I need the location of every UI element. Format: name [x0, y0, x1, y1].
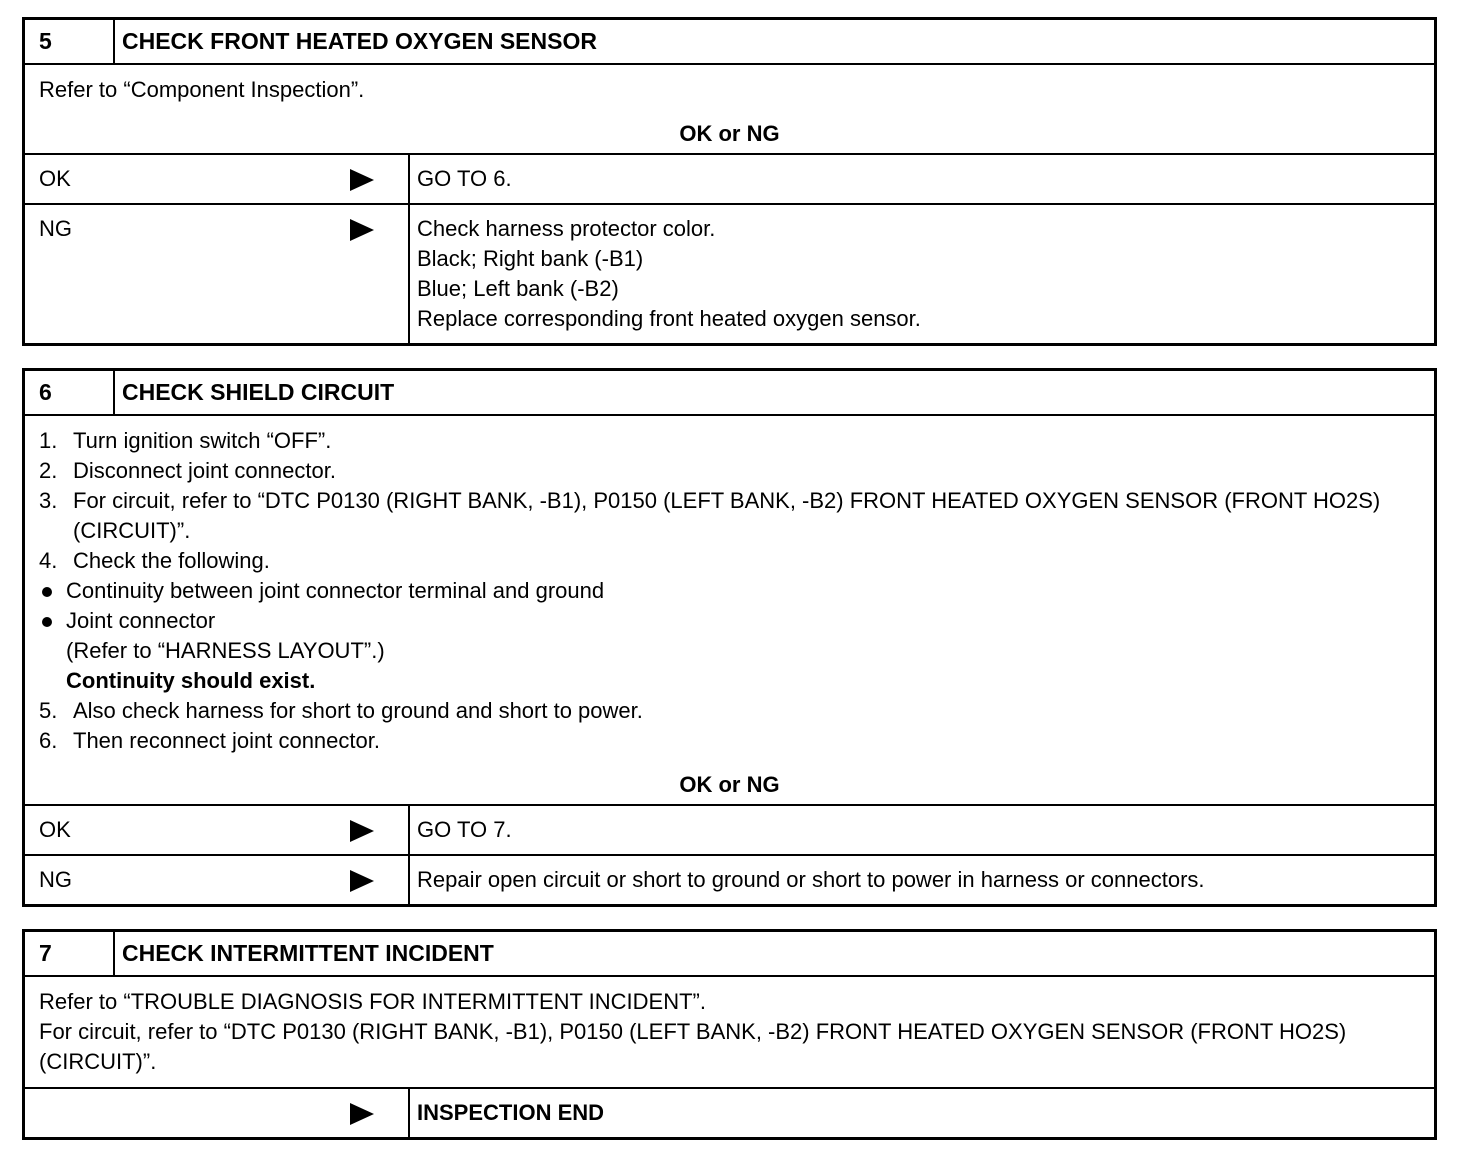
ok-action: GO TO 6.	[417, 166, 512, 191]
result-cell	[25, 205, 410, 343]
ng-label: NG	[39, 867, 72, 892]
ng-action-line: Check harness protector color.	[417, 216, 716, 241]
ng-action-line: Replace corresponding front heated oxygen sensor.	[417, 306, 921, 331]
ng-action-line: Black; Right bank (-B1)	[417, 246, 644, 271]
list-item	[39, 426, 1420, 456]
ok-row	[25, 155, 1434, 205]
item-text: Then reconnect joint connector.	[73, 728, 380, 753]
list-item	[39, 456, 1420, 486]
ng-action: Repair open circuit or short to ground or short to power in harness or connectors.	[417, 867, 1205, 892]
step-5-instructions	[25, 65, 1434, 155]
arrow-right-icon	[350, 870, 374, 892]
step-7-block	[22, 929, 1437, 1140]
item-text: Check the following.	[73, 548, 270, 573]
step-5-header	[25, 20, 1434, 65]
result-cell	[25, 856, 410, 904]
arrow-right-icon	[350, 169, 374, 191]
step-title: CHECK INTERMITTENT INCIDENT	[122, 940, 494, 966]
item-text: Turn ignition switch “OFF”.	[73, 428, 332, 453]
item-number: 4.	[39, 548, 58, 573]
inspection-end-label: INSPECTION END	[417, 1100, 605, 1125]
step-number: 6	[25, 371, 115, 414]
ok-label: OK	[39, 166, 71, 191]
ok-or-ng-label: OK or NG	[679, 121, 780, 146]
instruction-line: Refer to “Component Inspection”.	[39, 77, 365, 102]
item-number: 6.	[39, 728, 58, 753]
list-item	[39, 486, 1420, 546]
bullet-icon	[42, 617, 52, 627]
step-6-block	[22, 368, 1437, 907]
item-number: 1.	[39, 428, 58, 453]
item-text: Disconnect joint connector.	[73, 458, 336, 483]
ok-row	[25, 806, 1434, 856]
refer-note: (Refer to “HARNESS LAYOUT”.)	[66, 638, 385, 663]
step-title: CHECK SHIELD CIRCUIT	[122, 379, 395, 405]
end-row	[25, 1089, 1434, 1137]
arrow-right-icon	[350, 1103, 374, 1125]
step-6-instructions	[25, 416, 1434, 806]
arrow-right-icon	[350, 820, 374, 842]
step-7-header	[25, 932, 1434, 977]
result-cell	[25, 806, 410, 854]
bullet-item	[39, 606, 1420, 636]
item-text: Also check harness for short to ground and short to power.	[73, 698, 643, 723]
ok-or-ng-label: OK or NG	[679, 772, 780, 797]
instruction-line: For circuit, refer to “DTC P0130 (RIGHT BANK, -B1), P0150 (LEFT BANK, -B2) FRONT HEATED OXYGEN SENSOR (FRONT HO2S) (CIRCUIT)”.	[39, 1019, 1347, 1074]
bullet-icon	[42, 587, 52, 597]
ng-row	[25, 856, 1434, 904]
step-5-block	[22, 17, 1437, 346]
ng-action-line: Blue; Left bank (-B2)	[417, 276, 619, 301]
ng-row	[25, 205, 1434, 343]
ok-label: OK	[39, 817, 71, 842]
list-item	[39, 726, 1420, 756]
item-number: 5.	[39, 698, 58, 723]
result-cell	[25, 1089, 410, 1137]
ok-action: GO TO 7.	[417, 817, 512, 842]
list-item	[39, 696, 1420, 726]
step-title: CHECK FRONT HEATED OXYGEN SENSOR	[122, 28, 597, 54]
result-cell	[25, 155, 410, 203]
bullet-text: Joint connector	[66, 608, 216, 633]
item-number: 3.	[39, 488, 58, 513]
step-number: 5	[25, 20, 115, 63]
step-number: 7	[25, 932, 115, 975]
arrow-right-icon	[350, 219, 374, 241]
ng-action	[410, 205, 1434, 343]
numbered-steps	[39, 696, 1420, 756]
bullet-item	[39, 576, 1420, 606]
step-7-instructions	[25, 977, 1434, 1089]
item-number: 2.	[39, 458, 58, 483]
step-6-header	[25, 371, 1434, 416]
numbered-steps	[39, 426, 1420, 576]
instruction-line: Refer to “TROUBLE DIAGNOSIS FOR INTERMITTENT INCIDENT”.	[39, 989, 706, 1014]
bullet-text: Continuity between joint connector terminal and ground	[66, 578, 605, 603]
ng-label: NG	[39, 216, 72, 241]
continuity-note: Continuity should exist.	[66, 668, 316, 693]
item-text: For circuit, refer to “DTC P0130 (RIGHT BANK, -B1), P0150 (LEFT BANK, -B2) FRONT HEATED OXYGEN SENSOR (FRONT HO2S) (CIRCUIT)”.	[73, 488, 1381, 543]
list-item	[39, 546, 1420, 576]
